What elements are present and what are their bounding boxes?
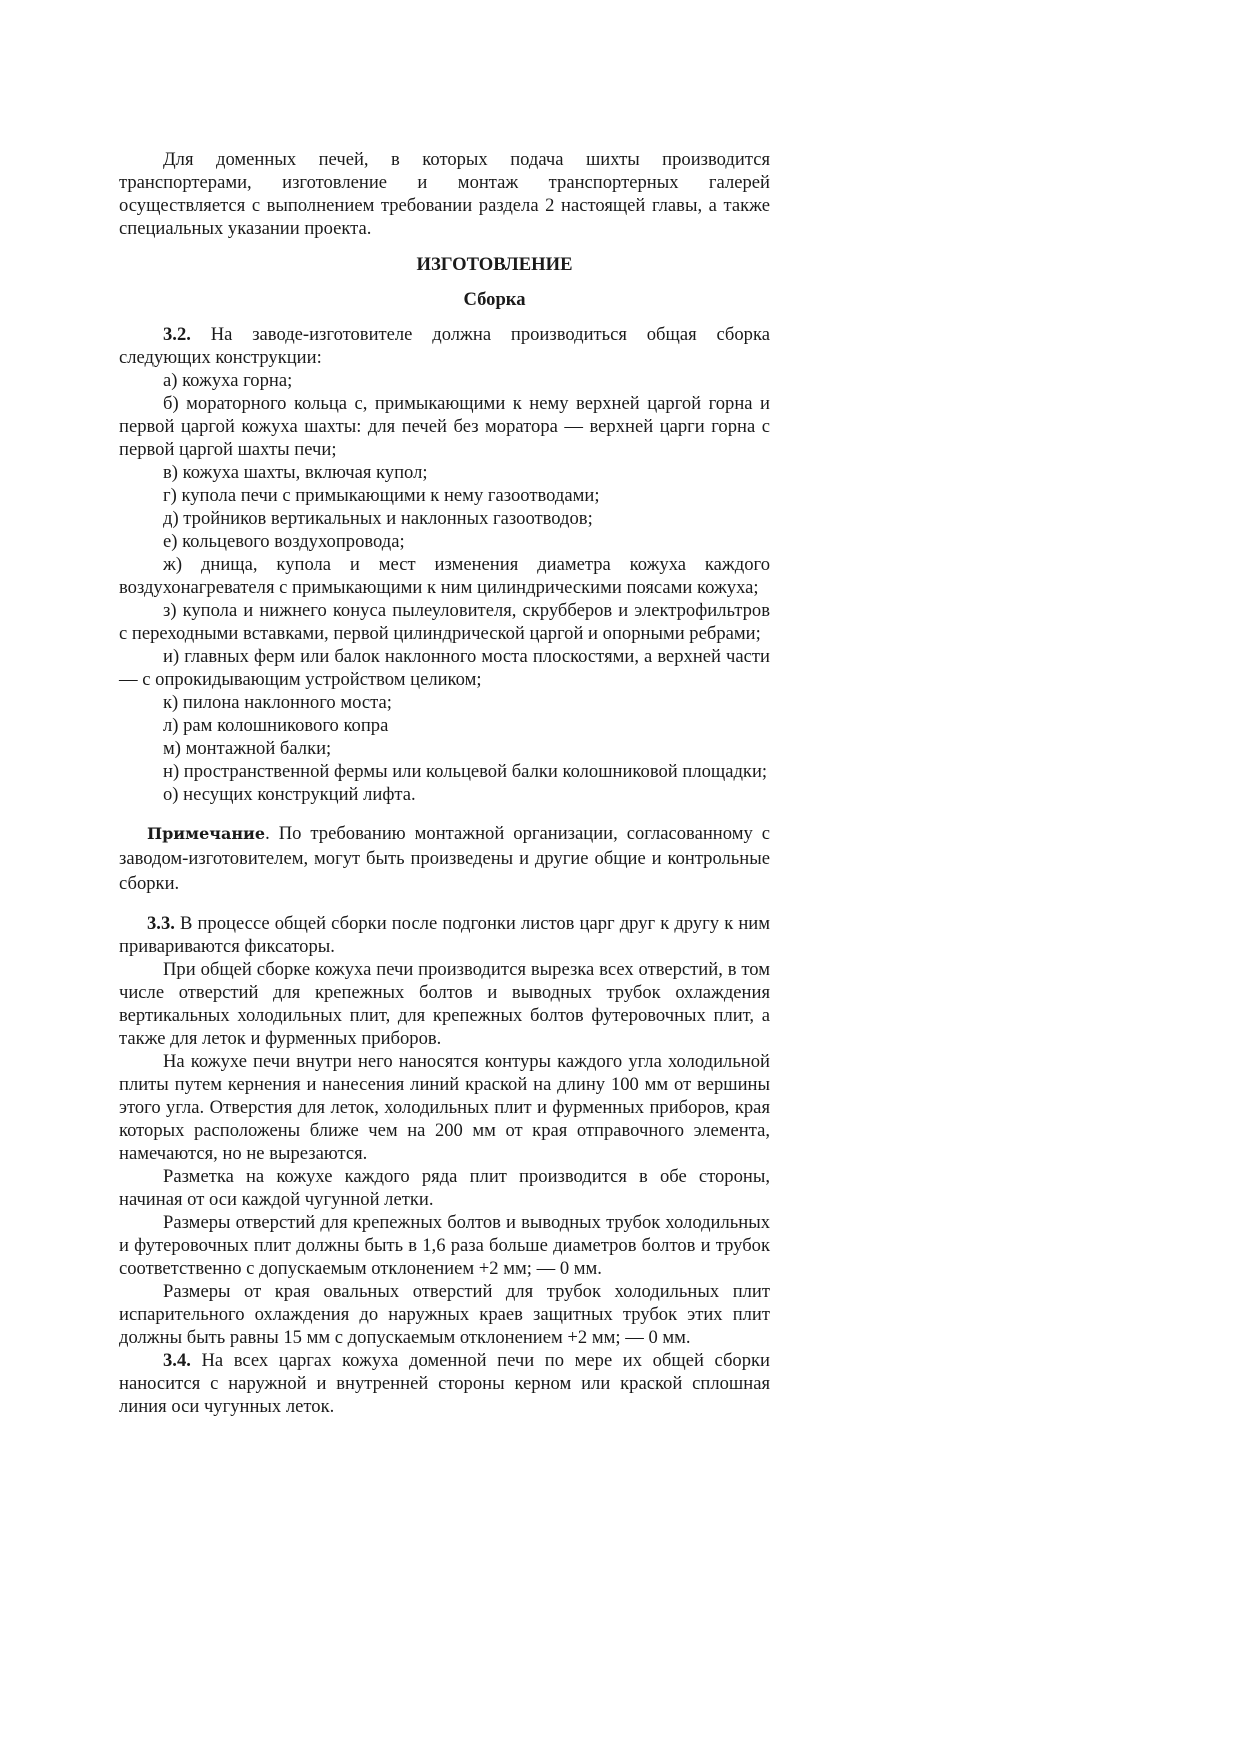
list-item: б) мораторного кольца с, примыкающими к нему верхней царгой горна и первой царгой кожуха шахты: для печей без моратора — верхней царги горна с первой царгой шахты печи;	[119, 393, 770, 460]
clause-text: На всех царгах кожуха доменной печи по мере их общей сборки наносится с наружной и внутренней стороны керном или краской сплошная линия оси чугунных леток.	[119, 1350, 770, 1417]
paragraph: Размеры от края овальных отверстий для трубок холодильных плит испарительного охлаждения до наружных краев защитных трубок этих плит должны быть равны 15 мм с допускаемым отклонением +2 мм; — 0 мм.	[119, 1281, 770, 1348]
intro-paragraph: Для доменных печей, в которых подача шихты производится транспортерами, изготовление и монтаж транспортерных галерей осуществляется с выполнением требовании раздела 2 настоящей главы, а также специальных указании проекта.	[119, 149, 770, 239]
list-item: ж) днища, купола и мест изменения диаметра кожуха каждого воздухонагревателя с примыкающими к ним цилиндрическими поясами кожуха;	[119, 554, 770, 598]
clause-text: В процессе общей сборки после подгонки листов царг друг к другу к ним привариваются фиксаторы.	[119, 913, 770, 957]
clause-number: 3.4.	[163, 1350, 191, 1371]
note-paragraph	[119, 821, 770, 896]
section-heading: ИЗГОТОВЛЕНИЕ	[416, 254, 573, 275]
clause-number: 3.3.	[147, 913, 175, 934]
list-item: в) кожуха шахты, включая купол;	[163, 462, 428, 483]
list-item: е) кольцевого воздухопровода;	[163, 531, 405, 552]
list-item: л) рам колошникового копра	[163, 715, 389, 736]
list-item: м) монтажной балки;	[163, 738, 332, 759]
list-item: д) тройников вертикальных и наклонных газоотводов;	[163, 508, 593, 529]
list-item: к) пилона наклонного моста;	[163, 692, 392, 713]
list-item: н) пространственной фермы или кольцевой балки колошниковой площадки;	[163, 761, 768, 782]
clause-3-4	[119, 1349, 770, 1418]
list-item: о) несущих конструкций лифта.	[163, 784, 416, 805]
document-page	[119, 148, 770, 1418]
note-label: Примечание	[147, 824, 266, 843]
list-item: а) кожуха горна;	[163, 370, 293, 391]
clause-3-2	[119, 323, 770, 369]
list-item: з) купола и нижнего конуса пылеуловителя, скрубберов и электрофильтров с переходными вставками, первой цилиндрической царгой и опорными ребрами;	[119, 600, 770, 644]
clause-number: 3.2.	[163, 324, 191, 345]
clause-text: На заводе-изготовителе должна производиться общая сборка следующих конструкции:	[119, 324, 770, 368]
note-text: . По требованию монтажной организации, согласованному с заводом-изготовителем, могут быть произведены и другие общие и контрольные сборки.	[119, 823, 770, 894]
list-item: г) купола печи с примыкающими к нему газоотводами;	[163, 485, 600, 506]
subsection-heading: Сборка	[463, 289, 526, 310]
paragraph: Размеры отверстий для крепежных болтов и выводных трубок холодильных и футеровочных плит должны быть в 1,6 раза больше диаметров болтов и трубок соответственно с допускаемым отклонением +2 мм; — 0 мм.	[119, 1212, 770, 1279]
paragraph: При общей сборке кожуха печи производится вырезка всех отверстий, в том числе отверстий для крепежных болтов и выводных трубок охлаждения вертикальных холодильных плит, для крепежных болтов футеровочных плит, а также для леток и фурменных приборов.	[119, 959, 770, 1049]
paragraph: Разметка на кожухе каждого ряда плит производится в обе стороны, начиная от оси каждой чугунной летки.	[119, 1166, 770, 1210]
list-item: и) главных ферм или балок наклонного моста плоскостями, а верхней части — с опрокидывающим устройством целиком;	[119, 646, 770, 690]
paragraph: На кожухе печи внутри него наносятся контуры каждого угла холодильной плиты путем кернения и нанесения линий краской на длину 100 мм от вершины этого угла. Отверстия для леток, холодильных плит и фурменных приборов, края которых расположены ближе чем на 200 мм от края отправочного элемента, намечаются, но не вырезаются.	[119, 1051, 770, 1164]
clause-3-3	[119, 912, 770, 958]
